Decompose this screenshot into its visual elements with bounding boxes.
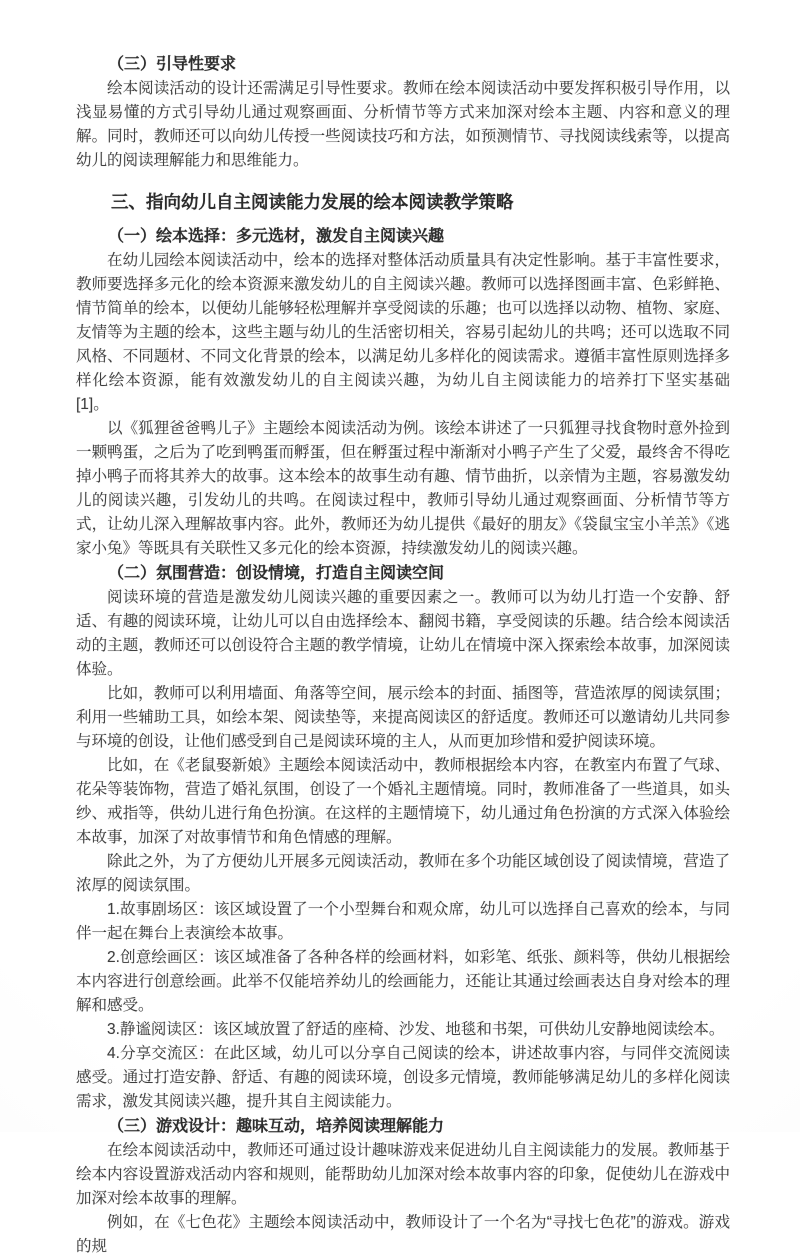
paragraph: 以《狐狸爸爸鸭儿子》主题绘本阅读活动为例。该绘本讲述了一只狐狸寻找食物时意外捡到一颗鸭蛋，之后为了吃到鸭蛋而孵蛋，但在孵蛋过程中渐渐对小鸭子产生了父爱，最终舍不得吃掉小鸭子而将其养大的故事。这本绘本的故事生动有趣、情节曲折，以亲情为主题，容易激发幼儿的阅读兴趣，引发幼儿的共鸣。在阅读过程中，教师引导幼儿通过观察画面、分析情节等方式，让幼儿深入理解故事内容。此外，教师还为幼儿提供《最好的朋友》《袋鼠宝宝小羊羔》《逃家小兔》等既具有关联性又多元化的绘本资源，持续激发幼儿的阅读兴趣。 <box>76 420 730 557</box>
list-item: 3.静谧阅读区：该区域放置了舒适的座椅、沙发、地毯和书架，可供幼儿安静地阅读绘本。 <box>107 1021 725 1038</box>
list-item: 2.创意绘画区：该区域准备了各种各样的绘画材料，如彩笔、纸张、颜料等，供幼儿根据绘本内容进行创意绘画。此举不仅能培养幼儿的绘画能力，还能让其通过绘画表达自身对绘本的理解和感受。 <box>76 949 730 1014</box>
paragraph: 比如，在《老鼠娶新娘》主题绘本阅读活动中，教师根据绘本内容，在教室内布置了气球、花朵等装饰物，营造了婚礼氛围，创设了一个婚礼主题情境。同时，教师准备了一些道具，如头纱、戒指等，供幼儿进行角色扮演。在这样的主题情境下，幼儿通过角色扮演的方式深入体验绘本故事，加深了对故事情节和角色情感的理解。 <box>76 757 730 846</box>
paragraph: 阅读环境的营造是激发幼儿阅读兴趣的重要因素之一。教师可以为幼儿打造一个安静、舒适、有趣的阅读环境，让幼儿可以自由选择绘本、翻阅书籍，享受阅读的乐趣。结合绘本阅读活动的主题，教师还可以创设符合主题的教学情境，让幼儿在情境中深入探索绘本故事，加深阅读体验。 <box>76 589 730 678</box>
paragraph: 例如，在《七色花》主题绘本阅读活动中，教师设计了一个名为“寻找七色花”的游戏。游戏的规 <box>76 1214 730 1255</box>
section-heading-strategies: 三、指向幼儿自主阅读能力发展的绘本阅读教学策略 <box>111 192 514 212</box>
paragraph: 绘本阅读活动的设计还需满足引导性要求。教师在绘本阅读活动中要发挥积极引导作用，以浅显易懂的方式引导幼儿通过观察画面、分析情节等方式来加深对绘本主题、内容和意义的理解。同时，教师还可以向幼儿传授一些阅读技巧和方法，如预测情节、寻找阅读线索等，以提高幼儿的阅读理解能力和思维能力。 <box>76 80 730 169</box>
list-item: 1.故事剧场区：该区域设置了一个小型舞台和观众席，幼儿可以选择自己喜欢的绘本，与同伴一起在舞台上表演绘本故事。 <box>76 901 730 942</box>
subsection-heading-guidance: （三）引导性要求 <box>108 56 237 73</box>
paragraph: 在幼儿园绘本阅读活动中，绘本的选择对整体活动质量具有决定性影响。基于丰富性要求，教师要选择多元化的绘本资源来激发幼儿的自主阅读兴趣。教师可以选择图画丰富、色彩鲜艳、情节简单的绘本，以便幼儿能够轻松理解并享受阅读的乐趣；也可以选择以动物、植物、家庭、友情等为主题的绘本，这些主题与幼儿的生活密切相关，容易引起幼儿的共鸣；还可以选取不同风格、不同题材、不同文化背景的绘本，以满足幼儿多样化的阅读需求。遵循丰富性原则选择多样化绘本资源，能有效激发幼儿的自主阅读兴趣，为幼儿自主阅读能力的培养打下坚实基础 [1]。 <box>76 252 730 413</box>
paragraph: 除此之外，为了方便幼儿开展多元阅读活动，教师在多个功能区域创设了阅读情境，营造了浓厚的阅读氛围。 <box>76 853 730 894</box>
list-item: 4.分享交流区：在此区域，幼儿可以分享自己阅读的绘本，讲述故事内容，与同伴交流阅读感受。通过打造安静、舒适、有趣的阅读环境，创设多元情境，教师能够满足幼儿的多样化阅读需求，激发其阅读兴趣，提升其自主阅读能力。 <box>76 1045 730 1110</box>
paragraph: 比如，教师可以利用墙面、角落等空间，展示绘本的封面、插图等，营造浓厚的阅读氛围；利用一些辅助工具，如绘本架、阅读垫等，来提高阅读区的舒适度。教师还可以邀请幼儿共同参与环境的创设，让他们感受到自己是阅读环境的主人，从而更加珍惜和爱护阅读环境。 <box>76 685 730 750</box>
subsection-heading-book-selection: （一）绘本选择：多元选材，激发自主阅读兴趣 <box>108 228 445 245</box>
subsection-heading-atmosphere: （二）氛围营造：创设情境，打造自主阅读空间 <box>108 565 445 582</box>
paragraph: 在绘本阅读活动中，教师还可通过设计趣味游戏来促进幼儿自主阅读能力的发展。教师基于绘本内容设置游戏活动内容和规则，能帮助幼儿加深对绘本故事内容的印象，促使幼儿在游戏中加深对绘本故事的理解。 <box>76 1142 730 1207</box>
subsection-heading-game-design: （三）游戏设计：趣味互动，培养阅读理解能力 <box>108 1118 445 1135</box>
document-content <box>76 52 730 1259</box>
